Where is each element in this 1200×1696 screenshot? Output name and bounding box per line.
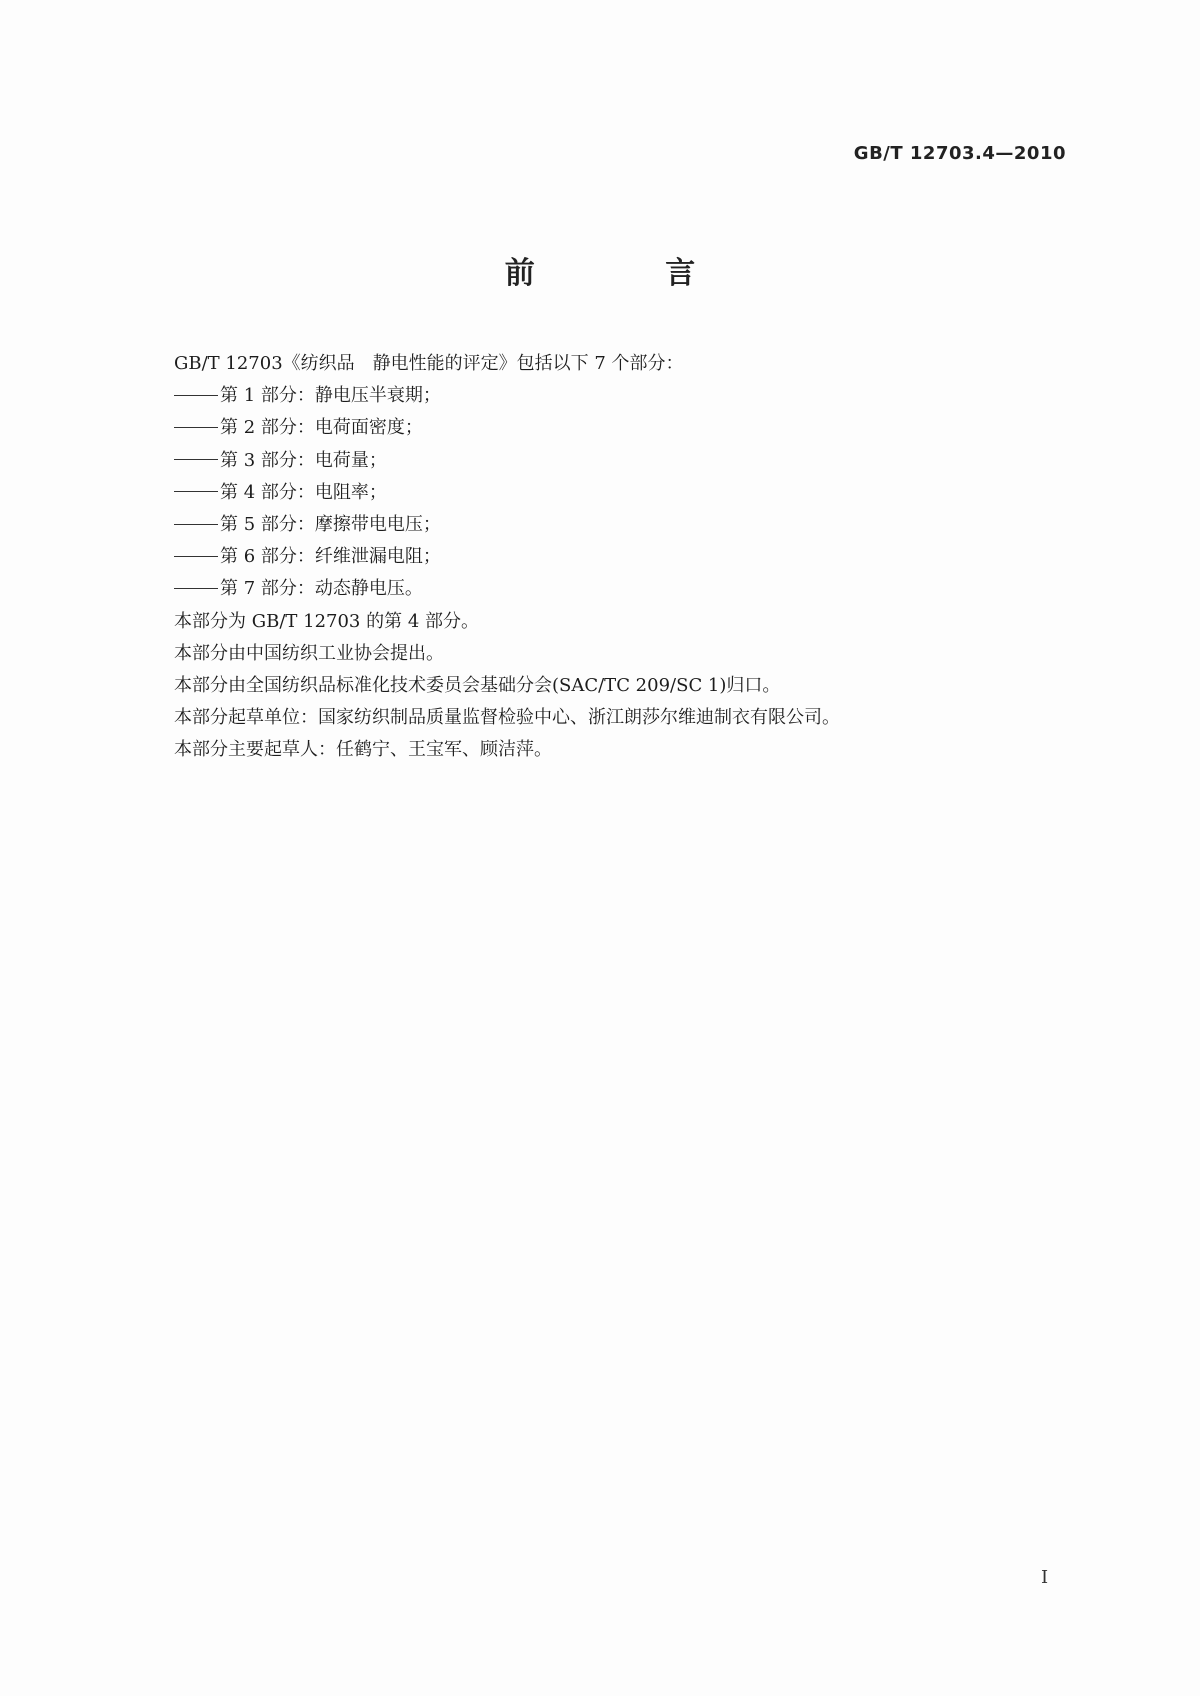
page-number: I <box>1041 1567 1049 1588</box>
em-dash <box>174 459 218 460</box>
list-item-text: 第 5 部分：摩擦带电电压； <box>220 514 441 536</box>
list-item-text: 第 1 部分：静电压半衰期； <box>220 385 441 407</box>
parts-list <box>174 380 1074 605</box>
list-item <box>174 445 1074 477</box>
list-item <box>174 509 1074 541</box>
standard-number: GB/T 12703.4—2010 <box>853 143 1066 164</box>
list-item <box>174 412 1074 444</box>
foreword-body <box>174 348 1074 767</box>
list-item <box>174 573 1074 605</box>
list-item-text: 第 3 部分：电荷量； <box>220 449 387 471</box>
em-dash <box>174 491 218 492</box>
intro-paragraph: GB/T 12703《纺织品 静电性能的评定》包括以下 7 个部分： <box>174 353 684 374</box>
list-item-text: 第 2 部分：电荷面密度； <box>220 417 423 439</box>
em-dash <box>174 524 218 525</box>
list-item <box>174 541 1074 573</box>
em-dash <box>174 556 218 557</box>
list-item-text: 第 6 部分：纤维泄漏电阻； <box>220 546 441 568</box>
statement-drafting-units: 本部分起草单位：国家纺织制品质量监督检验中心、浙江朗莎尔维迪制衣有限公司。 <box>174 707 840 729</box>
em-dash <box>174 588 218 589</box>
statement-proposer: 本部分由中国纺织工业协会提出。 <box>174 642 444 664</box>
list-item <box>174 380 1074 412</box>
em-dash <box>174 395 218 396</box>
statement-committee: 本部分由全国纺织品标准化技术委员会基础分会(SAC/TC 209/SC 1)归口。 <box>174 675 781 697</box>
statement-part-number: 本部分为 GB/T 12703 的第 4 部分。 <box>174 610 479 632</box>
statement-drafters: 本部分主要起草人：任鹤宁、王宝军、顾洁萍。 <box>174 739 552 761</box>
page-title: 前 言 <box>504 256 756 291</box>
em-dash <box>174 427 218 428</box>
list-item-text: 第 7 部分：动态静电压。 <box>220 578 423 600</box>
list-item-text: 第 4 部分：电阻率； <box>220 481 387 503</box>
list-item <box>174 477 1074 509</box>
